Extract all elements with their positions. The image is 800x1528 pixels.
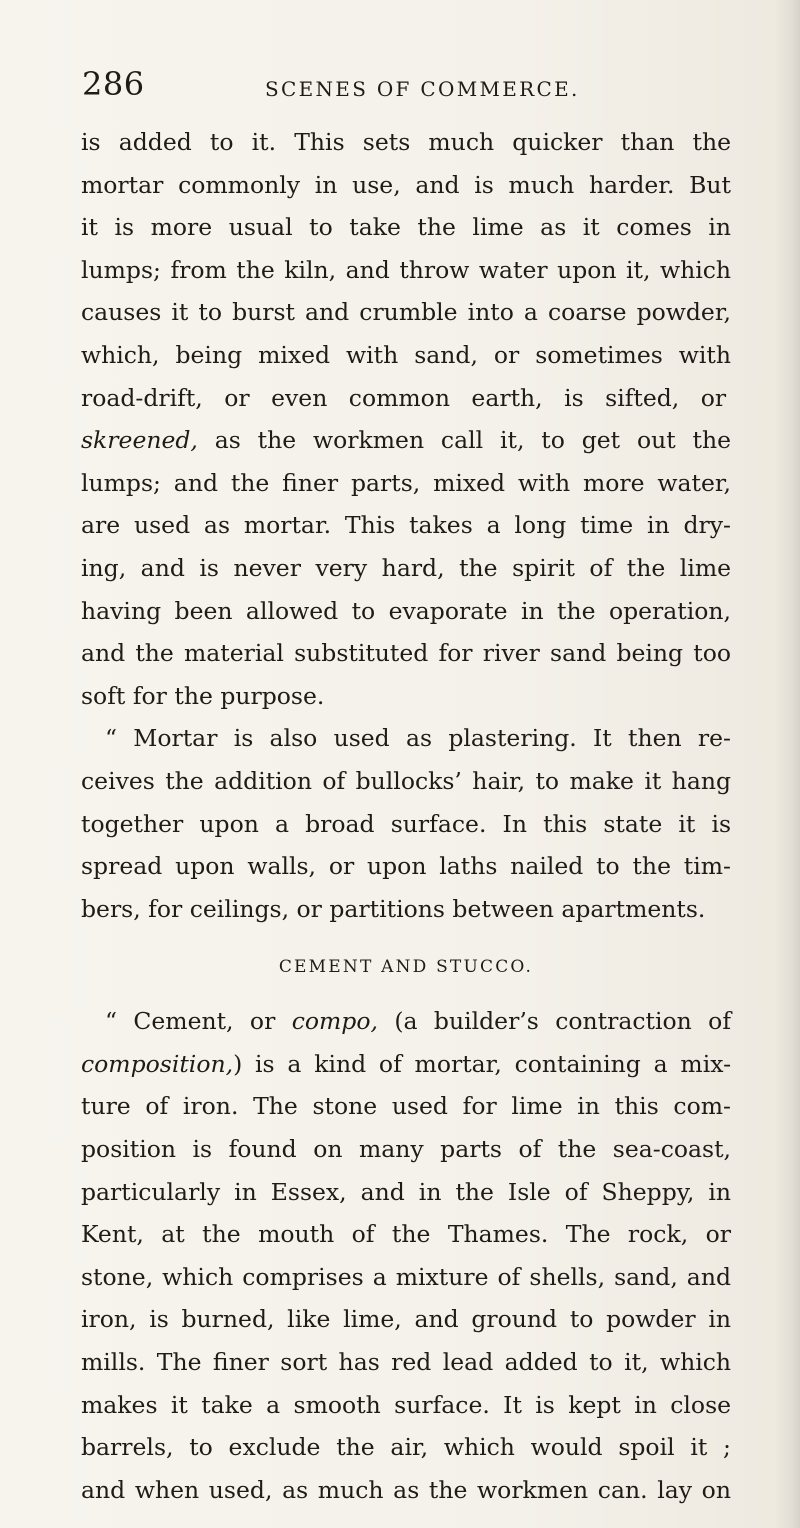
text-line [81, 590, 731, 633]
text-line [81, 888, 731, 931]
line-text: causes it to burst and crumble into a coarse powder, [81, 298, 731, 327]
line-text: as the workmen call it, to get out the [197, 426, 732, 455]
line-text: “ Cement, or [105, 1007, 292, 1036]
page-number: 286 [82, 65, 145, 103]
line-text: and the material substituted for river sand being too [81, 639, 731, 668]
heading-spacer [81, 992, 731, 1000]
line-text: are used as mortar. This takes a long time in dry- [81, 511, 732, 540]
body-text [81, 121, 731, 1511]
line-text: iron, is burned, like lime, and ground to powder in [81, 1305, 731, 1334]
text-line [81, 377, 731, 420]
line-text: Kent, at the mouth of the Thames. The rock, or [81, 1220, 731, 1249]
running-head: SCENES OF COMMERCE. [265, 77, 580, 101]
italic-text: compo, [291, 1007, 378, 1036]
line-text: bers, for ceilings, or partitions between apartments. [81, 894, 706, 923]
text-line [81, 1469, 731, 1512]
text-line [81, 249, 731, 292]
line-text: makes it take a smooth surface. It is kept in close [81, 1390, 732, 1419]
line-text: and when used, as much as the workmen can. lay on [81, 1475, 731, 1504]
line-text: “ Mortar is also used as plastering. It then re- [105, 724, 731, 753]
text-line [81, 1384, 731, 1427]
text-line [81, 675, 731, 718]
text-line [81, 1085, 731, 1128]
section-heading: CEMENT AND STUCCO. [278, 957, 534, 978]
text-line [81, 1171, 731, 1214]
line-text: ing, and is never very hard, the spirit of the lime [81, 553, 732, 582]
text-line [81, 1128, 731, 1171]
text-line [81, 1341, 731, 1384]
line-text: lumps; from the kiln, and throw water upon it, which [81, 255, 732, 284]
text-line [81, 291, 731, 334]
italic-text: skreened, [81, 426, 198, 455]
text-line [81, 547, 731, 590]
text-line [81, 803, 731, 846]
line-text: ) is a kind of mortar, containing a mix- [233, 1049, 732, 1078]
line-text: lumps; and the finer parts, mixed with more water, [81, 468, 732, 497]
text-line [81, 1213, 731, 1256]
text-line [81, 1000, 731, 1043]
text-line [81, 462, 731, 505]
line-text: ceives the addition of bullocks’ hair, to make it hang [81, 766, 732, 795]
line-text: particularly in Essex, and in the Isle of Sheppy, in [81, 1177, 732, 1206]
text-line [81, 504, 731, 547]
line-text: ture of iron. The stone used for lime in this com- [81, 1092, 731, 1121]
italic-text: composition, [81, 1049, 234, 1078]
text-line [81, 845, 731, 888]
line-text: it is more usual to take the lime as it comes in [81, 213, 732, 242]
text-line [81, 1043, 731, 1086]
page-header [82, 64, 732, 112]
text-line [81, 164, 731, 207]
text-line [81, 1426, 731, 1469]
text-line [81, 419, 731, 462]
text-line [81, 334, 731, 377]
text-line [81, 1256, 731, 1299]
line-text: (a builder’s contraction of [377, 1007, 732, 1036]
page-fold-shadow [774, 0, 800, 1528]
text-line [81, 717, 731, 760]
line-text: mortar commonly in use, and is much harder. But [81, 170, 731, 199]
line-text: barrels, to exclude the air, which would spoil it ; [81, 1433, 731, 1462]
line-text: mills. The finer sort has red lead added to it, which [81, 1348, 732, 1377]
line-text: together upon a broad surface. In this state it is [81, 809, 732, 838]
line-text: which, being mixed with sand, or sometimes with [81, 340, 731, 369]
line-text: position is found on many parts of the sea-coast, [81, 1135, 731, 1164]
text-line [81, 1298, 731, 1341]
line-text: is added to it. This sets much quicker than the [81, 128, 732, 156]
text-line [81, 632, 731, 675]
line-text: stone, which comprises a mixture of shells, sand, and [81, 1262, 731, 1291]
line-text: road-drift, or even common earth, is sifted, or [81, 383, 727, 412]
line-text: spread upon walls, or upon laths nailed to the tim- [81, 852, 731, 881]
line-text: having been allowed to evaporate in the operation, [81, 596, 731, 625]
text-line [81, 206, 731, 249]
text-line [81, 121, 731, 164]
text-line [81, 760, 731, 803]
line-text: soft for the purpose. [81, 681, 325, 710]
